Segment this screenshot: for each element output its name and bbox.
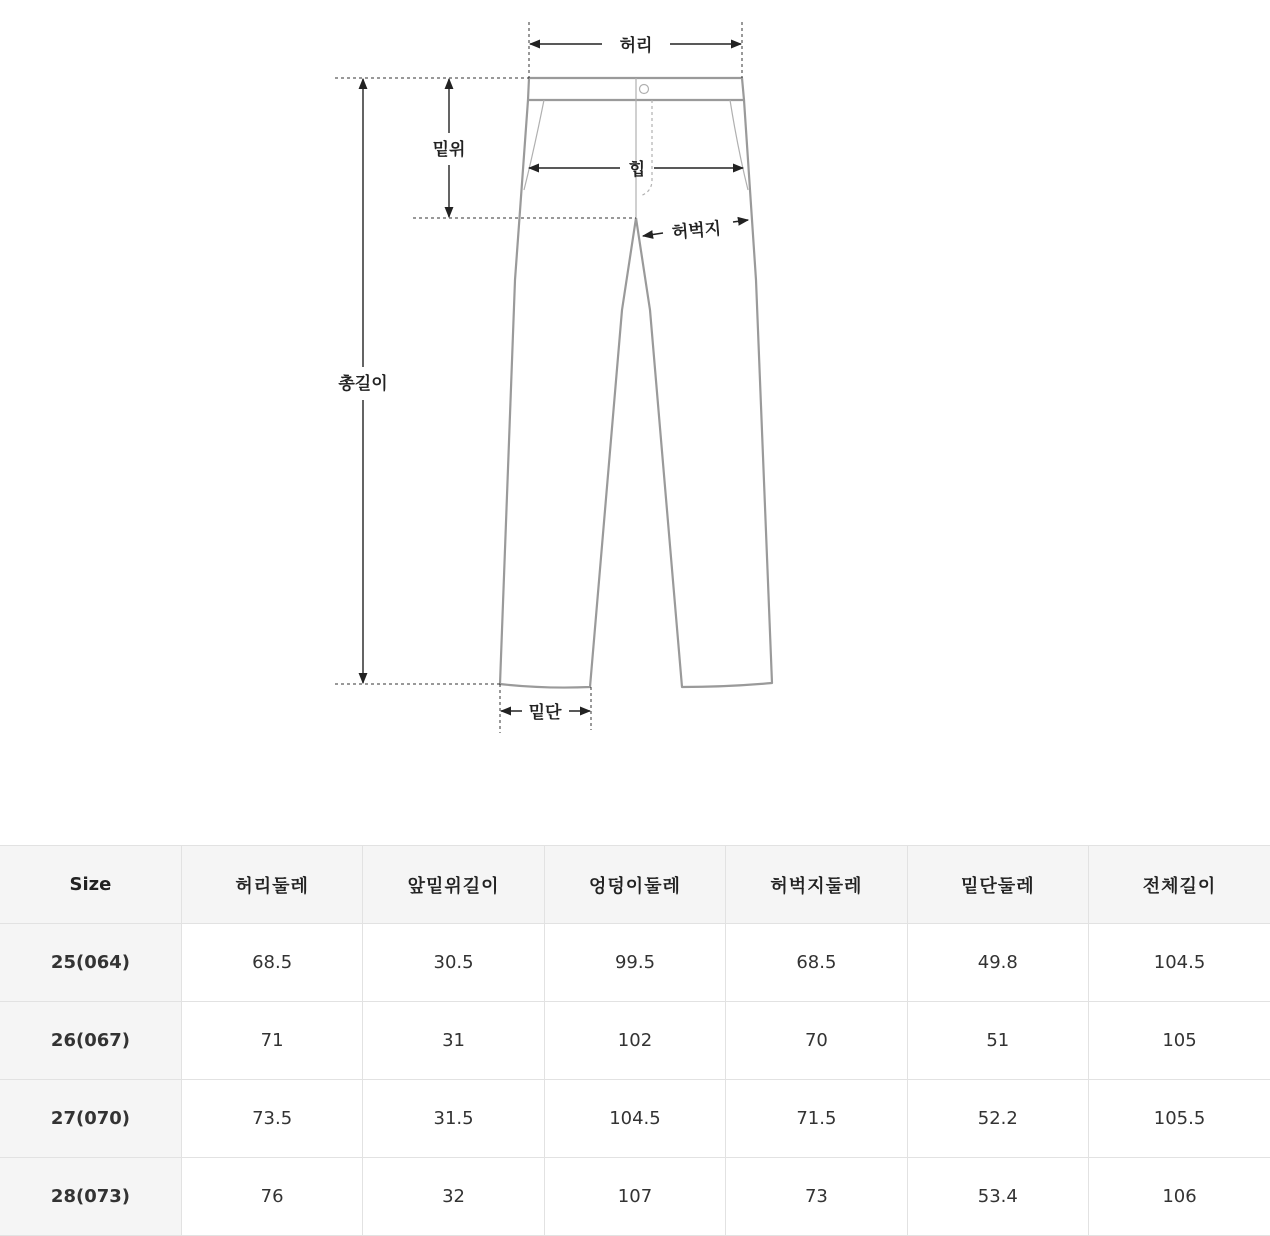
table-cell: 51 (907, 1002, 1088, 1080)
table-cell: 52.2 (907, 1080, 1088, 1158)
table-cell: 107 (544, 1158, 725, 1236)
table-cell: 30.5 (363, 924, 544, 1002)
header-front-rise: 앞밑위길이 (363, 846, 544, 924)
table-row (0, 924, 1270, 1002)
measure-arrows (363, 44, 748, 711)
header-size: Size (0, 846, 181, 924)
table-cell: 105.5 (1089, 1080, 1270, 1158)
total-length-label: 총길이 (338, 374, 388, 394)
table-header-row (0, 846, 1270, 924)
table-cell: 73 (726, 1158, 907, 1236)
thigh-arrow-right (733, 220, 748, 222)
left-leg (500, 100, 636, 688)
size-cell: 25(064) (0, 924, 181, 1002)
table-cell: 106 (1089, 1158, 1270, 1236)
table-cell: 31 (363, 1002, 544, 1080)
size-table (0, 845, 1270, 1236)
table-cell: 31.5 (363, 1080, 544, 1158)
table-row (0, 1002, 1270, 1080)
rise-label: 밑위 (432, 140, 466, 160)
waist-label: 허리 (619, 36, 653, 56)
size-cell: 26(067) (0, 1002, 181, 1080)
table-cell: 49.8 (907, 924, 1088, 1002)
thigh-arrow-left (643, 233, 663, 236)
header-total-length: 전체길이 (1089, 846, 1270, 924)
table-cell: 104.5 (544, 1080, 725, 1158)
table-cell: 53.4 (907, 1158, 1088, 1236)
table-row (0, 1158, 1270, 1236)
header-waist: 허리둘레 (181, 846, 362, 924)
table-cell: 73.5 (181, 1080, 362, 1158)
button (640, 85, 649, 94)
table-cell: 68.5 (726, 924, 907, 1002)
table-cell: 32 (363, 1158, 544, 1236)
table-cell: 99.5 (544, 924, 725, 1002)
right-leg (636, 100, 772, 687)
size-cell: 28(073) (0, 1158, 181, 1236)
table-cell: 104.5 (1089, 924, 1270, 1002)
fly-stitch (640, 100, 652, 196)
header-thigh: 허벅지둘레 (726, 846, 907, 924)
table-cell: 102 (544, 1002, 725, 1080)
header-hip: 엉덩이둘레 (544, 846, 725, 924)
table-cell: 105 (1089, 1002, 1270, 1080)
table-row (0, 1080, 1270, 1158)
table-cell: 76 (181, 1158, 362, 1236)
header-hem: 밑단둘레 (907, 846, 1088, 924)
hip-label: 힙 (628, 160, 646, 180)
table-cell: 71 (181, 1002, 362, 1080)
table-cell: 68.5 (181, 924, 362, 1002)
size-cell: 27(070) (0, 1080, 181, 1158)
thigh-label: 허벅지 (671, 218, 722, 244)
table-cell: 71.5 (726, 1080, 907, 1158)
hem-label: 밑단 (528, 703, 562, 723)
table-cell: 70 (726, 1002, 907, 1080)
